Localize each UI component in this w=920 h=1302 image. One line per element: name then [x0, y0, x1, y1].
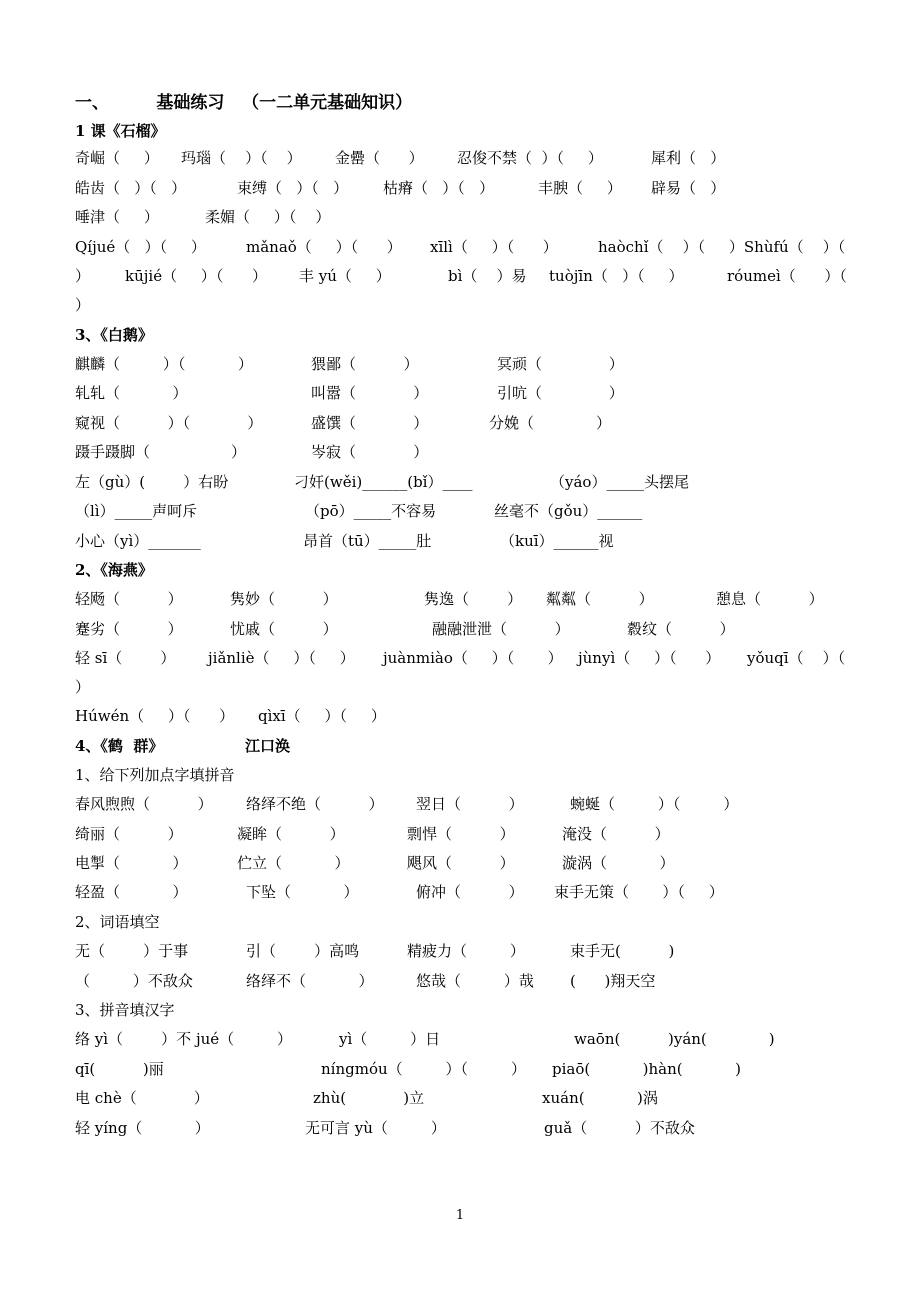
- exercise-item: 轻飏（ ）: [75, 590, 183, 608]
- exercise-item: 春风煦煦（ ）: [75, 795, 213, 813]
- exercise-item: 淹没（ ）: [562, 825, 670, 843]
- exercise-item: 叫嚣（ ）: [311, 384, 429, 402]
- exercise-row: [0, 970, 920, 992]
- exercise-item: 左（gù）( ）右盼: [75, 473, 229, 491]
- exercise-item: 络绎不（ ）: [246, 972, 374, 990]
- exercise-row: [0, 412, 920, 434]
- main-title: 一、 基础练习 （一二单元基础知识）: [75, 93, 413, 113]
- exercise-item: 束手无策（ ）（ ）: [554, 883, 724, 901]
- exercise-item: 漩涡（ ）: [562, 854, 675, 872]
- exercise-item: 盛馔（ ）: [311, 414, 429, 432]
- exercise-item: ）: [75, 267, 91, 285]
- page-number: 1: [455, 1208, 465, 1223]
- exercise-item: 伫立（ ）: [237, 854, 350, 872]
- exercise-item: zhù( )立: [313, 1089, 425, 1107]
- exercise-item: 隽逸（ ）: [424, 590, 523, 608]
- exercise-item: 犀利（ ）: [651, 149, 726, 167]
- exercise-item: 蹇劣（ ）: [75, 620, 183, 638]
- exercise-item: yì（ ）日: [339, 1030, 441, 1048]
- exercise-item: 翌日（ ）: [416, 795, 524, 813]
- exercise-item: 电掣（ ）: [75, 854, 188, 872]
- exercise-item: jiǎnliè（ ）（ ）: [208, 649, 355, 667]
- exercise-item: tuòjīn（ ）（ ）: [549, 267, 684, 285]
- exercise-item: （pō）_____不容易: [305, 502, 437, 520]
- subsection-label: 1、给下列加点字填拼音: [75, 766, 235, 784]
- section-author: 江口涣: [245, 737, 291, 755]
- exercise-item: 丰 yú（ ）: [299, 267, 391, 285]
- exercise-row: [0, 441, 920, 463]
- exercise-item: （lì）_____声呵斥: [75, 502, 198, 520]
- exercise-row: [0, 588, 920, 610]
- exercise-item: 粼粼（ ）: [546, 590, 654, 608]
- exercise-row: [0, 265, 920, 287]
- exercise-item: níngmóu（ ）（ ）: [321, 1060, 526, 1078]
- exercise-item: 引（ ）高鸣: [246, 942, 360, 960]
- exercise-row: [0, 647, 920, 669]
- exercise-item: 下坠（ ）: [246, 883, 359, 901]
- subsection-label: 2、词语填空: [75, 913, 160, 931]
- exercise-item: （kuī）______视: [500, 532, 614, 550]
- exercise-item: 岑寂（ ）: [311, 443, 429, 461]
- subsection-title: [0, 999, 920, 1021]
- exercise-item: 无（ ）于事: [75, 942, 189, 960]
- exercise-item: 飓风（ ）: [407, 854, 515, 872]
- subsection-title: [0, 764, 920, 786]
- exercise-item: 凝眸（ ）: [237, 825, 345, 843]
- exercise-item: 唾津（ ）: [75, 208, 159, 226]
- exercise-item: 剽悍（ ）: [407, 825, 515, 843]
- exercise-row: [0, 294, 920, 316]
- exercise-item: 窥视（ ）（ ）: [75, 414, 263, 432]
- exercise-item: yǒuqī（ ）（: [747, 649, 846, 667]
- exercise-item: 俯冲（ ）: [416, 883, 524, 901]
- subsection-label: 3、拼音填汉字: [75, 1001, 175, 1019]
- exercise-row: [0, 177, 920, 199]
- section-heading-baie: 3、《白鹅》: [75, 326, 153, 344]
- exercise-item: 蜿蜒（ ）（ ）: [570, 795, 739, 813]
- exercise-item: róumeì（ ）（: [727, 267, 847, 285]
- exercise-row: [0, 940, 920, 962]
- exercise-row: [0, 823, 920, 845]
- exercise-item: （yáo）_____头摆尾: [550, 473, 689, 491]
- exercise-item: 枯瘠（ ）（ ）: [383, 179, 495, 197]
- exercise-item: 分娩（ ）: [489, 414, 611, 432]
- exercise-row: [0, 1028, 920, 1050]
- exercise-item: guǎ（ ）不敌众: [544, 1119, 695, 1137]
- exercise-item: ）: [75, 296, 91, 314]
- exercise-item: Qíjué（ ）（ ）: [75, 238, 206, 256]
- exercise-row: [0, 353, 920, 375]
- exercise-item: 麒麟（ ）（ ）: [75, 355, 253, 373]
- exercise-row: [0, 206, 920, 228]
- exercise-item: 电 chè（ ）: [75, 1089, 209, 1107]
- exercise-item: 蹑手蹑脚（ ）: [75, 443, 247, 461]
- exercise-item: （ ）不敌众: [75, 972, 193, 990]
- exercise-row: [0, 236, 920, 258]
- exercise-item: 精疲力（ ）: [407, 942, 525, 960]
- exercise-item: waōn( )yán( ): [574, 1030, 775, 1048]
- exercise-item: 丝毫不（gǒu）______: [494, 502, 643, 520]
- exercise-item: 猥鄙（ ）: [311, 355, 419, 373]
- exercise-item: mǎnaǒ（ ）（ ）: [246, 238, 402, 256]
- exercise-item: juànmiào（ ）（ ）: [383, 649, 563, 667]
- exercise-item: 丰腴（ ）: [538, 179, 622, 197]
- exercise-item: 縠纹（ ）: [627, 620, 735, 638]
- exercise-item: 刁奸(wěi)______(bǐ）____: [294, 473, 473, 491]
- exercise-item: 金罍（ ）: [335, 149, 424, 167]
- exercise-item: 束缚（ ）（ ）: [237, 179, 349, 197]
- exercise-row: [0, 676, 920, 698]
- exercise-item: 无可言 yù（ ）: [305, 1119, 446, 1137]
- exercise-row: [0, 1087, 920, 1109]
- exercise-item: 皓齿（ ）（ ）: [75, 179, 187, 197]
- exercise-item: 绮丽（ ）: [75, 825, 183, 843]
- exercise-row: [0, 1058, 920, 1080]
- exercise-item: 辟易（ ）: [651, 179, 726, 197]
- exercise-row: [0, 1117, 920, 1139]
- section-heading-hequn: 4、《鹤 群》: [75, 737, 164, 755]
- exercise-item: 束手无( ): [570, 942, 675, 960]
- exercise-item: xuán( )涡: [542, 1089, 658, 1107]
- exercise-item: jùnyì（ ）（ ）: [578, 649, 721, 667]
- section-heading-shiliu: 1 课《石榴》: [75, 122, 166, 140]
- exercise-item: 小心（yì）_______: [75, 532, 201, 550]
- exercise-item: 柔媚（ ）（ ）: [205, 208, 331, 226]
- exercise-item: qī( )丽: [75, 1060, 164, 1078]
- exercise-item: 奇崛（ ）: [75, 149, 159, 167]
- exercise-item: 隽妙（ ）: [230, 590, 338, 608]
- exercise-item: 络 yì（ ）不 jué（ ）: [75, 1030, 293, 1048]
- exercise-item: 络绎不绝（ ）: [246, 795, 384, 813]
- exercise-row: [0, 793, 920, 815]
- exercise-item: 忍俊不禁（ ）（ ）: [457, 149, 603, 167]
- exercise-row: [0, 471, 920, 493]
- exercise-item: ( )翔天空: [570, 972, 656, 990]
- exercise-item: bì（ ）易: [448, 267, 527, 285]
- section-heading-haiyan: 2、《海燕》: [75, 561, 153, 579]
- exercise-item: 忧戚（ ）: [230, 620, 338, 638]
- exercise-item: 轧轧（ ）: [75, 384, 188, 402]
- exercise-item: 融融泄泄（ ）: [432, 620, 570, 638]
- exercise-item: Húwén（ ）（ ）: [75, 707, 235, 725]
- exercise-item: 轻 sī（ ）: [75, 649, 176, 667]
- exercise-item: 昂首（tū）_____肚: [303, 532, 432, 550]
- exercise-row: [0, 147, 920, 169]
- exercise-item: haòchǐ（ ）（ ）Shùfú（ ）（: [598, 238, 846, 256]
- exercise-row: [0, 705, 920, 727]
- exercise-item: 玛瑙（ ）（ ）: [181, 149, 302, 167]
- exercise-item: xīlì（ ）（ ）: [430, 238, 558, 256]
- exercise-item: 轻 yíng（ ）: [75, 1119, 210, 1137]
- exercise-row: [0, 382, 920, 404]
- exercise-item: 冥顽（ ）: [497, 355, 624, 373]
- exercise-item: 悠哉（ ）哉: [416, 972, 534, 990]
- exercise-item: kūjié（ ）（ ）: [125, 267, 268, 285]
- exercise-item: 引吭（ ）: [497, 384, 624, 402]
- subsection-title: [0, 911, 920, 933]
- exercise-row: [0, 530, 920, 552]
- exercise-item: ）: [75, 678, 91, 696]
- exercise-item: piaō( )hàn( ): [552, 1060, 741, 1078]
- exercise-row: [0, 881, 920, 903]
- exercise-row: [0, 852, 920, 874]
- exercise-item: 憩息（ ）: [716, 590, 824, 608]
- exercise-item: qìxī（ ）（ ）: [258, 707, 386, 725]
- exercise-row: [0, 500, 920, 522]
- exercise-row: [0, 618, 920, 640]
- exercise-item: 轻盈（ ）: [75, 883, 188, 901]
